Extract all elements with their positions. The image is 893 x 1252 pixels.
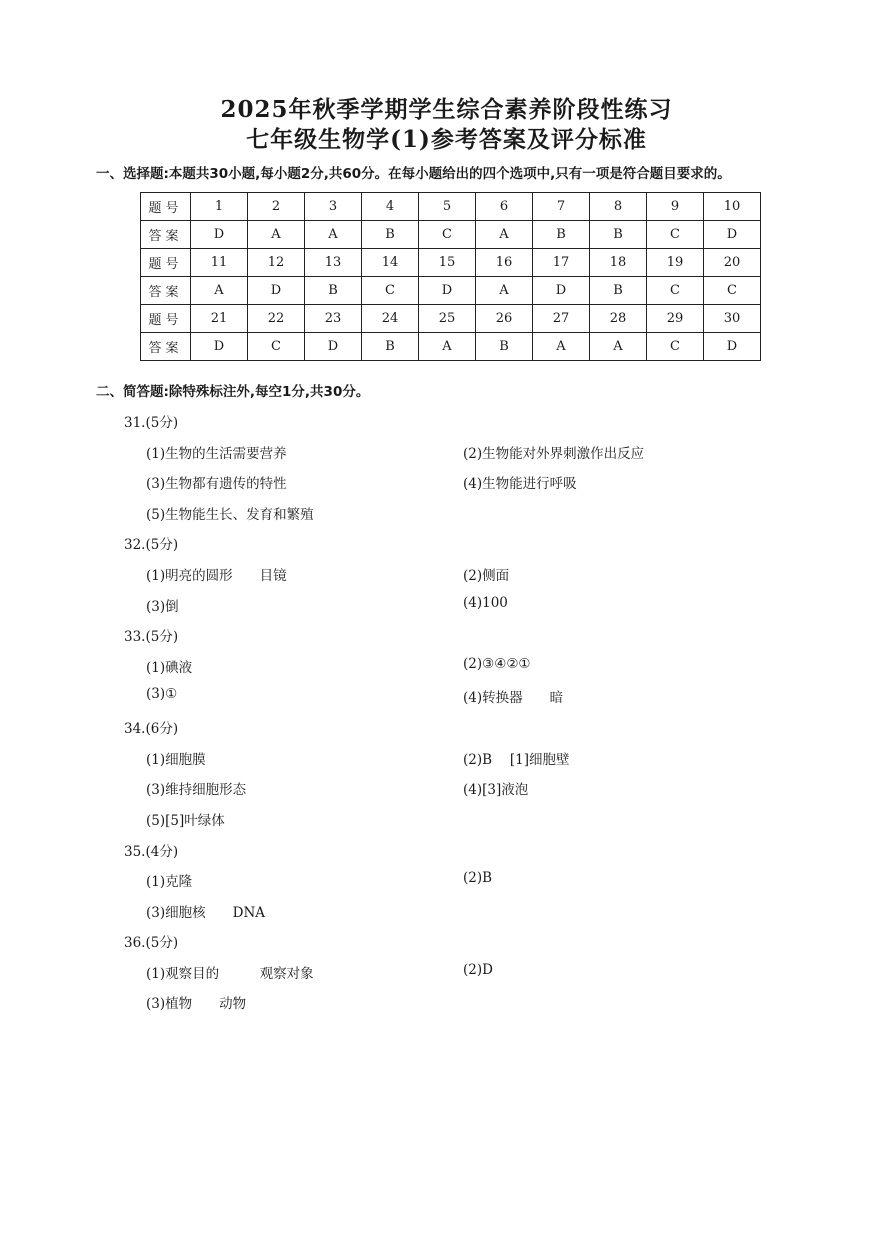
section-heading-choice: 一、选择题:本题共30小题,每小题2分,共60分。在每小题给出的四个选项中,只有一项是符合题目要求的。 [96, 166, 731, 182]
answer-cell: C [419, 221, 476, 249]
q33-answer-3: (3)① [146, 686, 178, 702]
answer-cell: C [647, 277, 704, 305]
question-36-heading: 36.(5分) [124, 935, 179, 951]
question-number-row-label: 题号 [141, 193, 191, 221]
question-number-cell: 5 [419, 193, 476, 221]
question-number-cell: 19 [647, 249, 704, 277]
question-number-row-label: 题号 [141, 249, 191, 277]
answer-cell: C [647, 333, 704, 361]
page-title: 2025年秋季学期学生综合素养阶段性练习 [220, 96, 673, 123]
q35-answer-1: (1)克隆 [146, 874, 193, 890]
answer-cell: D [704, 333, 761, 361]
answer-cell: D [704, 221, 761, 249]
answer-cell: A [533, 333, 590, 361]
question-35-heading: 35.(4分) [124, 844, 179, 860]
q34-answer-5: (5)[5]叶绿体 [146, 813, 225, 829]
answer-row [141, 221, 761, 249]
q36-answer-1: (1)观察目的 观察对象 [146, 966, 314, 982]
answer-cell: B [305, 277, 362, 305]
q33-answer-1: (1)碘液 [146, 660, 193, 676]
answer-cell: D [533, 277, 590, 305]
answer-cell: A [305, 221, 362, 249]
q36-answer-2: (2)D [463, 962, 493, 978]
question-number-cell: 10 [704, 193, 761, 221]
answer-cell: B [476, 333, 533, 361]
question-number-cell: 21 [191, 305, 248, 333]
answer-cell: B [533, 221, 590, 249]
q31-answer-4: (4)生物能进行呼吸 [463, 476, 577, 492]
question-number-cell: 16 [476, 249, 533, 277]
answer-cell: B [590, 277, 647, 305]
q32-answer-2: (2)侧面 [463, 568, 510, 584]
question-number-cell: 27 [533, 305, 590, 333]
q35-answer-3: (3)细胞核 DNA [146, 905, 266, 921]
q34-answer-1: (1)细胞膜 [146, 752, 206, 768]
question-number-cell: 1 [191, 193, 248, 221]
question-number-cell: 11 [191, 249, 248, 277]
answer-cell: A [590, 333, 647, 361]
answer-cell: B [590, 221, 647, 249]
question-34-heading: 34.(6分) [124, 721, 179, 737]
answer-row [141, 333, 761, 361]
question-number-cell: 29 [647, 305, 704, 333]
q31-answer-5: (5)生物能生长、发育和繁殖 [146, 507, 314, 523]
q34-answer-2: (2)B [1]细胞壁 [463, 752, 570, 768]
question-number-cell: 20 [704, 249, 761, 277]
answer-table [140, 192, 761, 361]
q31-answer-1: (1)生物的生活需要营养 [146, 446, 287, 462]
answer-cell: A [248, 221, 305, 249]
question-number-cell: 25 [419, 305, 476, 333]
question-number-cell: 15 [419, 249, 476, 277]
q31-answer-3: (3)生物都有遗传的特性 [146, 476, 287, 492]
page-subtitle: 七年级生物学(1)参考答案及评分标准 [246, 126, 647, 153]
question-31-heading: 31.(5分) [124, 415, 179, 431]
q32-answer-3: (3)倒 [146, 599, 179, 615]
q31-answer-2: (2)生物能对外界刺激作出反应 [463, 446, 645, 462]
question-32-heading: 32.(5分) [124, 537, 179, 553]
question-number-cell: 23 [305, 305, 362, 333]
question-number-cell: 30 [704, 305, 761, 333]
answer-cell: D [248, 277, 305, 305]
q34-answer-3: (3)维持细胞形态 [146, 782, 247, 798]
question-number-cell: 6 [476, 193, 533, 221]
question-number-cell: 13 [305, 249, 362, 277]
answer-cell: A [476, 221, 533, 249]
q32-answer-4: (4)100 [463, 595, 508, 611]
answer-cell: D [191, 333, 248, 361]
answer-cell: D [419, 277, 476, 305]
question-number-row [141, 305, 761, 333]
section-heading-short-answer: 二、简答题:除特殊标注外,每空1分,共30分。 [96, 384, 370, 400]
q34-answer-4: (4)[3]液泡 [463, 782, 529, 798]
question-number-cell: 4 [362, 193, 419, 221]
question-number-cell: 18 [590, 249, 647, 277]
answer-cell: D [305, 333, 362, 361]
question-33-heading: 33.(5分) [124, 629, 179, 645]
answer-cell: C [704, 277, 761, 305]
q33-answer-2: (2)③④②① [463, 656, 531, 672]
answer-row [141, 277, 761, 305]
q32-answer-1: (1)明亮的圆形 目镜 [146, 568, 287, 584]
answer-cell: B [362, 221, 419, 249]
question-number-cell: 26 [476, 305, 533, 333]
answer-cell: C [248, 333, 305, 361]
question-number-cell: 12 [248, 249, 305, 277]
question-number-cell: 14 [362, 249, 419, 277]
answer-cell: D [191, 221, 248, 249]
question-number-row [141, 249, 761, 277]
question-number-cell: 28 [590, 305, 647, 333]
question-number-row [141, 193, 761, 221]
question-number-cell: 7 [533, 193, 590, 221]
question-number-cell: 9 [647, 193, 704, 221]
answer-cell: C [647, 221, 704, 249]
question-number-cell: 3 [305, 193, 362, 221]
question-number-cell: 22 [248, 305, 305, 333]
answer-cell: A [476, 277, 533, 305]
question-number-cell: 17 [533, 249, 590, 277]
answer-cell: A [419, 333, 476, 361]
answer-row-label: 答案 [141, 277, 191, 305]
q36-answer-3: (3)植物 动物 [146, 996, 247, 1012]
question-number-cell: 2 [248, 193, 305, 221]
q35-answer-2: (2)B [463, 870, 493, 886]
question-number-cell: 24 [362, 305, 419, 333]
answer-row-label: 答案 [141, 333, 191, 361]
answer-cell: A [191, 277, 248, 305]
question-number-cell: 8 [590, 193, 647, 221]
q33-answer-4: (4)转换器 暗 [463, 690, 564, 706]
answer-row-label: 答案 [141, 221, 191, 249]
answer-cell: C [362, 277, 419, 305]
answer-cell: B [362, 333, 419, 361]
question-number-row-label: 题号 [141, 305, 191, 333]
